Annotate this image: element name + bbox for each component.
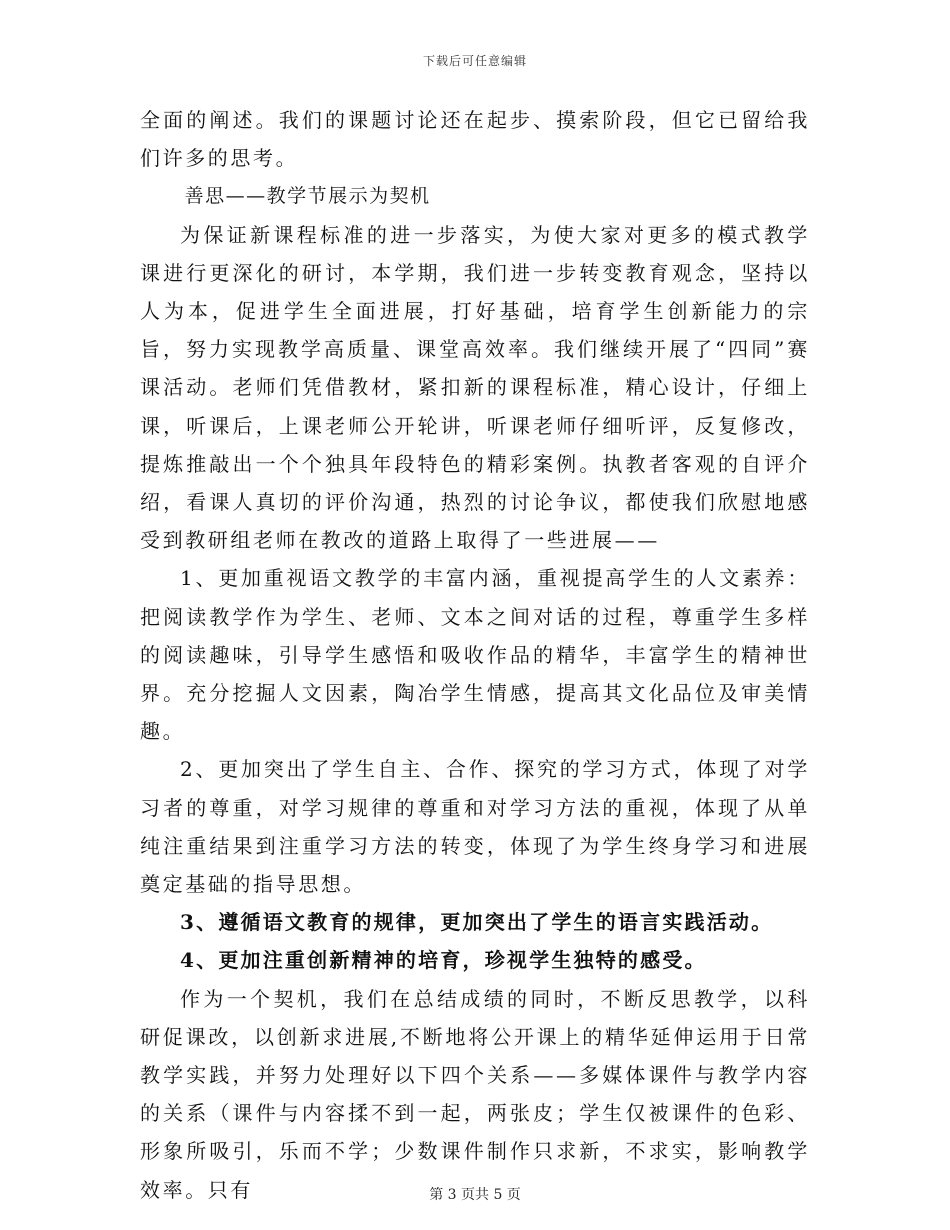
list-item-1: 1、更加重视语文教学的丰富内涵，重视提高学生的人文素养：把阅读教学作为学生、老师、文本之间对话的过程，尊重学生多样的阅读趣味，引导学生感悟和吸收作品的精华，丰富学生的精神世界。充分挖掘人文因素，陶冶学生情感，提高其文化品位及审美情趣。	[140, 566, 810, 744]
page-number: 第 3 页共 5 页	[429, 1187, 521, 1203]
document-body	[140, 101, 810, 1209]
list-item-4: 4、更加注重创新精神的培育，珍视学生独特的感受。	[180, 948, 707, 973]
list-item-3: 3、遵循语文教育的规律，更加突出了学生的语言实践活动。	[180, 910, 774, 935]
section-heading: 善思——教学节展示为契机	[184, 185, 431, 208]
paragraph-continuation: 全面的阐述。我们的课题讨论还在起步、摸索阶段，但它已留给我们许多的思考。	[140, 108, 810, 171]
paragraph-intro: 为保证新课程标准的进一步落实，为使大家对更多的模式教学课进行更深化的研讨，本学期，我们进一步转变教育观念，坚持以人为本，促进学生全面进展，打好基础，培育学生创新能力的宗旨，努力实现教学高质量、课堂高效率。我们继续开展了“四同”赛课活动。老师们凭借教材，紧扣新的课程标准，精心设计，仔细上课，听课后，上课老师公开轮讲，听课老师仔细听评，反复修改，提炼推敲出一个个独具年段特色的精彩案例。执教者客观的自评介绍，看课人真切的评价沟通，热烈的讨论争议，都使我们欣慰地感受到教研组老师在教改的道路上取得了一些进展——	[140, 222, 810, 553]
list-item-2: 2、更加突出了学生自主、合作、探究的学习方式，体现了对学习者的尊重，对学习规律的尊重和对学习方法的重视，体现了从单纯注重结果到注重学习方法的转变，体现了为学生终身学习和进展奠定基础的指导思想。	[140, 757, 810, 897]
page-header: 下载后可任意编辑	[422, 54, 527, 68]
paragraph-reflection: 作为一个契机，我们在总结成绩的同时，不断反思教学，以科研促课改，以创新求进展,不断地将公开课上的精华延伸运用于日常教学实践，并努力处理好以下四个关系——多媒体课件与教学内容的关系（课件与内容揉不到一起，两张皮；学生仅被课件的色彩、形象所吸引，乐而不学；少数课件制作只求新，不求实，影响教学效率。只有	[140, 986, 810, 1202]
